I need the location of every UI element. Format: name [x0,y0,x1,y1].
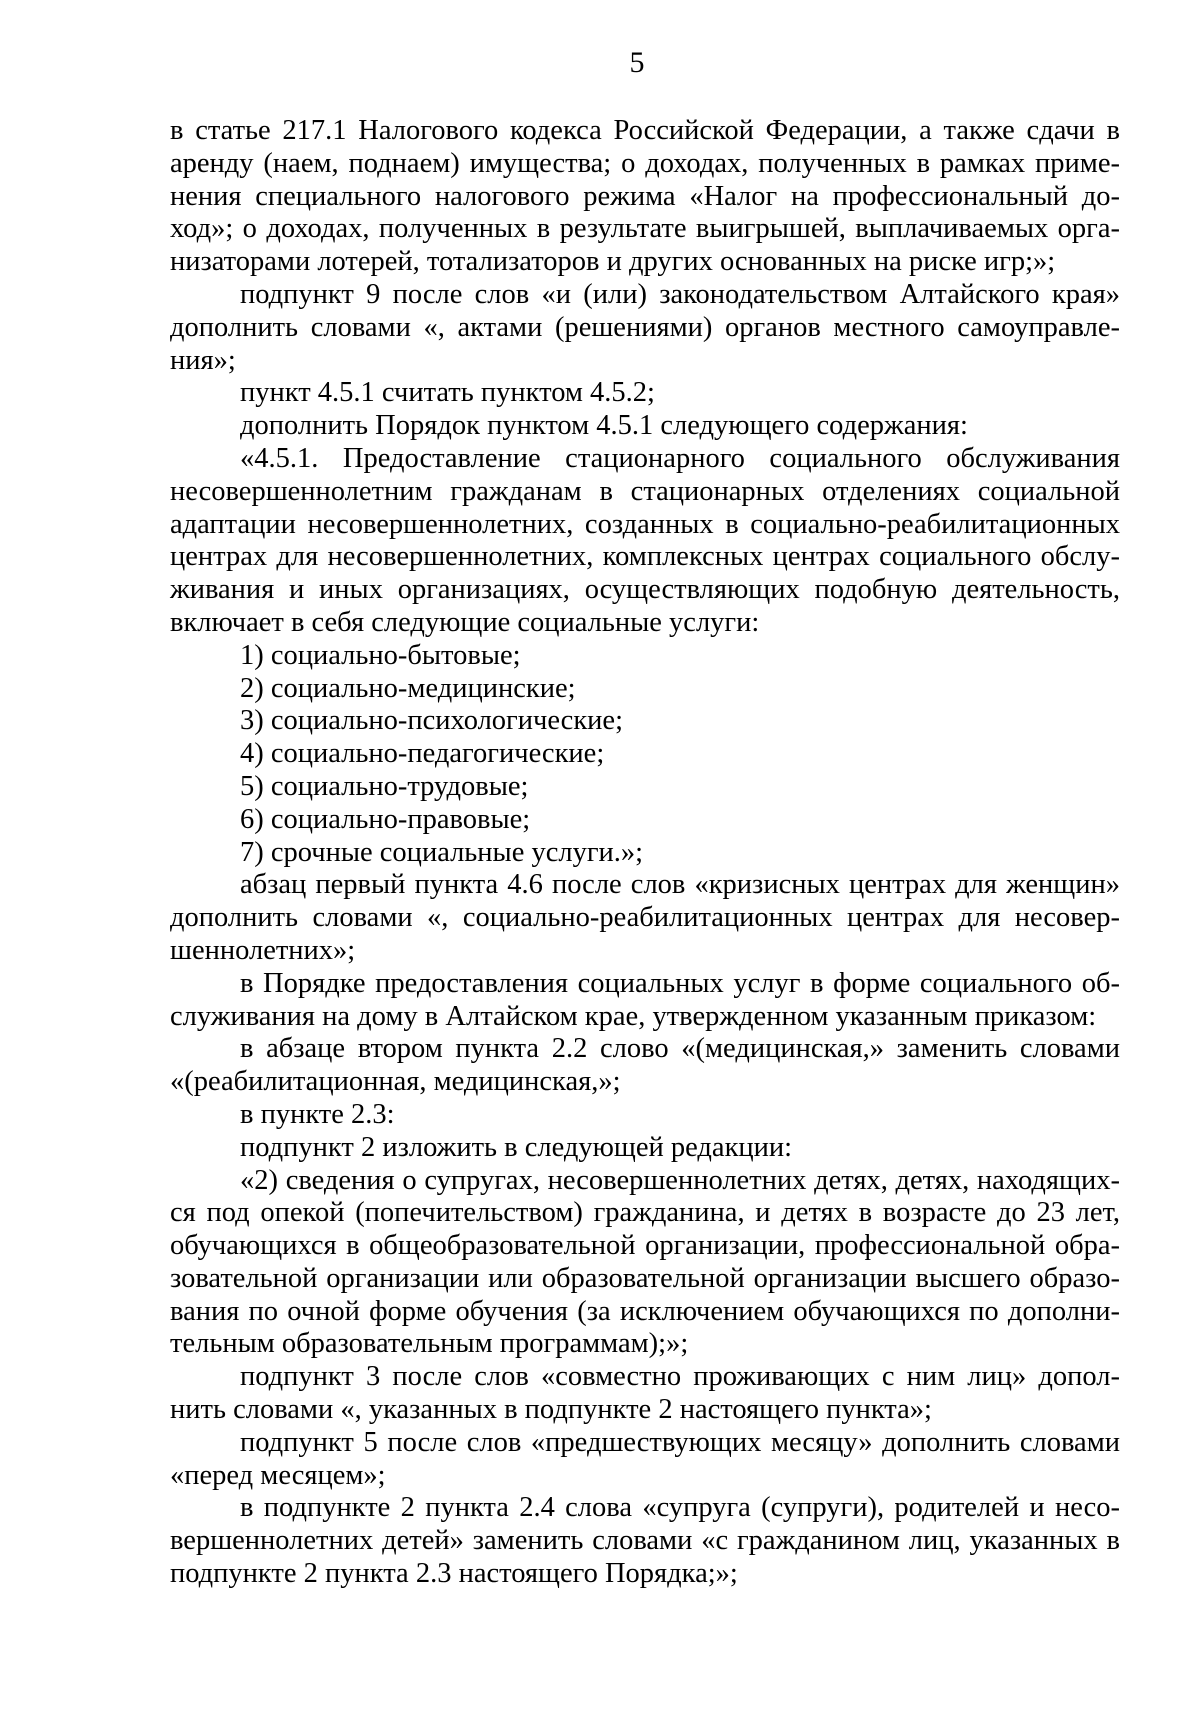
paragraph: «2) сведения о супругах, несовершеннолетних детях, детях, находящихся под опекой (попечительством) гражданина, и детях в возрасте до 23 лет, обучающихся в общеобразовательной организации, профессиональной образовательной организации или образовательной организации высшего образования по очной форме обучения (за исключением обучающихся по дополнительным образовательным программам);»; [170,1164,1120,1360]
list-item: 4) социально-педагогические; [240,738,605,770]
paragraph: подпункт 2 изложить в следующей редакции: [240,1131,793,1163]
list-item: 7) срочные социальные услуги.»; [240,836,644,868]
paragraph: в абзаце втором пункта 2.2 слово «(медицинская,» заменить словами «(реабилитационная, медицинская,»; [170,1033,1120,1098]
list-item: 5) социально-трудовые; [240,770,529,802]
paragraph: абзац первый пункта 4.6 после слов «кризисных центрах для женщин» дополнить словами «, социально-реабилитационных центрах для несовершеннолетних»; [170,869,1120,966]
paragraph: «4.5.1. Предоставление стационарного социального обслуживания несовершеннолетним гражданам в стационарных отделениях социальной адаптации несовершеннолетних, созданных в социально-реабилитационных центрах для несовершеннолетних, комплексных центрах социального обслуживания и иных организациях, осуществляющих подобную деятельность, включает в себя следующие социальные услуги: [170,442,1120,638]
page-number: 5 [629,46,645,79]
list-item: 1) социально-бытовые; [240,639,521,671]
paragraph: пункт 4.5.1 считать пунктом 4.5.2; [240,377,655,409]
list-item: 3) социально-психологические; [240,705,623,737]
list-item: 2) социально-медицинские; [240,672,576,704]
paragraph: в подпункте 2 пункта 2.4 слова «супруга (супруги), родителей и несовершеннолетних детей» заменить словами «с гражданином лиц, указанных в подпункте 2 пункта 2.3 настоящего Порядка;»; [170,1492,1120,1590]
list-item: 6) социально-правовые; [240,803,531,835]
paragraph: подпункт 9 после слов «и (или) законодательством Алтайского края» дополнить словами «, актами (решениями) органов местного самоуправления»; [170,278,1120,376]
paragraph: подпункт 5 после слов «предшествующих месяцу» дополнить словами «перед месяцем»; [170,1426,1120,1491]
paragraph: дополнить Порядок пунктом 4.5.1 следующего содержания: [240,410,968,442]
paragraph: в статье 217.1 Налогового кодекса Российской Федерации, а также сдачи в аренду (наем, поднаем) имущества; о доходах, полученных в рамках применения специального налогового режима «Налог на профессиональный доход»; о доходах, полученных в результате выигрышей, выплачиваемых организаторами лотерей, тотализаторов и других основанных на риске игр;»; [170,115,1120,278]
document-body [170,115,1120,1591]
paragraph: подпункт 3 после слов «совместно проживающих с ним лиц» дополнить словами «, указанных в подпункте 2 настоящего пункта»; [170,1361,1120,1426]
paragraph: в пункте 2.3: [240,1098,395,1130]
paragraph: в Порядке предоставления социальных услуг в форме социального обслуживания на дому в Алтайском крае, утвержденном указанным приказом: [170,967,1120,1032]
